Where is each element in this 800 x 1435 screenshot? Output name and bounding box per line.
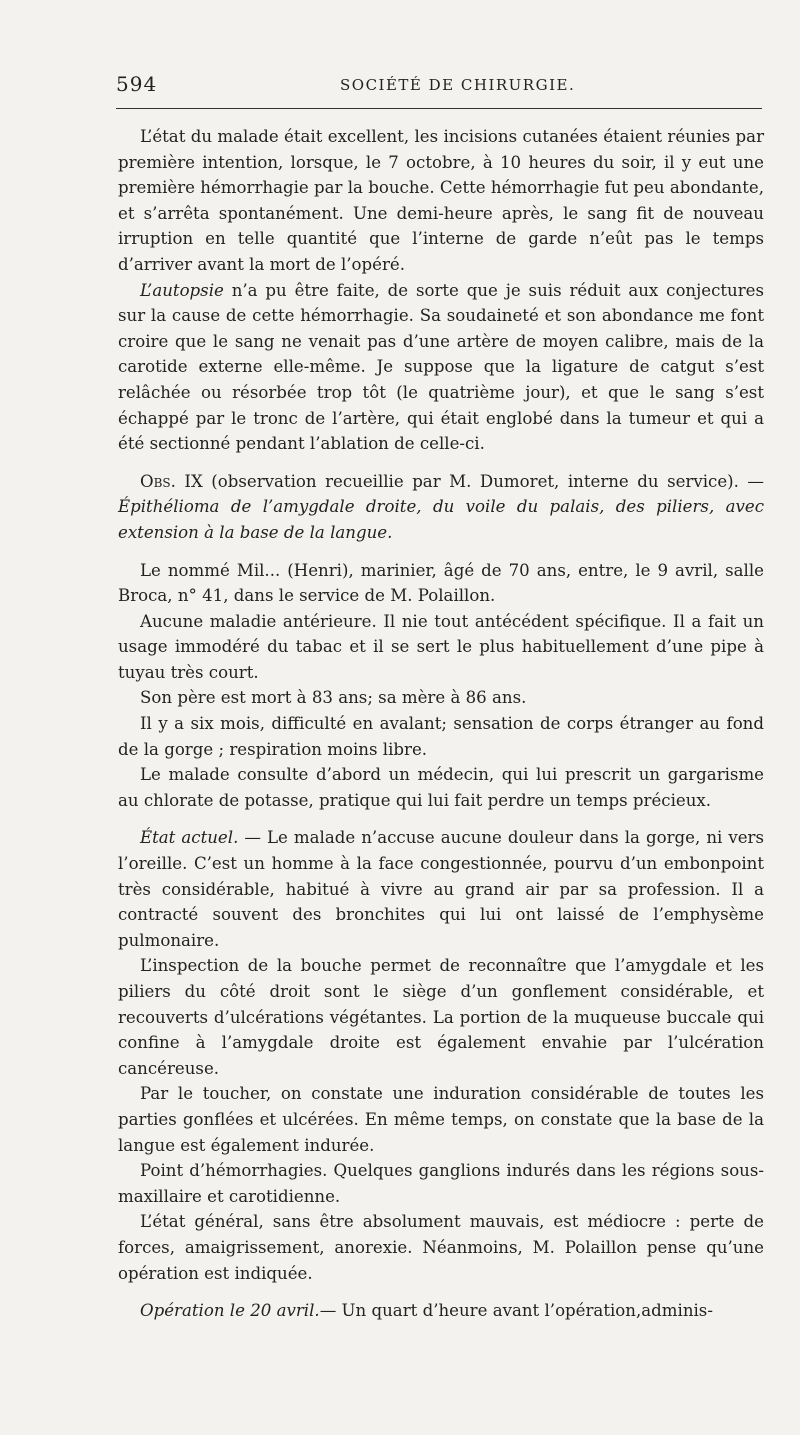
operation-lead: Opération le 20 avril.: [140, 1301, 320, 1321]
paragraph-antecedents: Aucune maladie antérieure. Il nie tout antécédent spécifique. Il a fait un usage immodéré du tabac et il se sert le plus habituellement d’une pipe à tuyau très court.: [118, 611, 764, 682]
obs-label: Obs.: [140, 471, 176, 491]
paragraph-patient: Le nommé Mil... (Henri), marinier, âgé de 70 ans, entre, le 9 avril, salle Broca, n° 41, dans le service de M. Polaillon.: [118, 560, 764, 606]
paragraph-operation: [118, 1298, 764, 1324]
etat-actuel-text: — Le malade n’accuse aucune douleur dans la gorge, ni vers l’oreille. C’est un homme à la face congestionnée, pourvu d’un embonpoint très considérable, habitué à vivre au grand air par sa profession. Il a contracté souvent des bronchites qui lui ont laissé de l’emphysème pulmonaire.: [118, 828, 765, 950]
paragraph-parents: Son père est mort à 83 ans; sa mère à 86 ans.: [140, 688, 527, 708]
paragraph-etat-actuel: [118, 825, 764, 953]
observation-heading: [118, 469, 764, 546]
paragraph-etat-general: L’état général, sans être absolument mauvais, est médiocre : perte de forces, amaigrissement, anorexie. Néanmoins, M. Polaillon pense qu’une opération est indiquée.: [118, 1212, 764, 1283]
paragraph-consult: Le malade consulte d’abord un médecin, qui lui prescrit un gargarisme au chlorate de potasse, pratique qui lui fait perdre un temps précieux.: [118, 765, 764, 810]
header-rule: [116, 108, 762, 109]
paragraph-inspection: L’inspection de la bouche permet de reconnaître que l’amygdale et les piliers du côté droit sont le siège d’un gonflement considérable, et recouverts d’ulcérations végétantes. La portion de la muqueuse buccale qui confine à l’amygdale droite est également envahie par l’ulcération cancéreuse.: [118, 956, 764, 1078]
page-number: 594: [116, 72, 158, 96]
obs-title: Épithélioma de l’amygdale droite, du voile du palais, des piliers, avec extension à la base de la langue.: [118, 497, 764, 542]
paragraph-1: L’état du malade était excellent, les incisions cutanées étaient réunies par première intention, lorsque, le 7 octobre, à 10 heures du soir, il y eut une première hémorrhagie par la bouche. Cette hémorrhagie fut peu abondante, et s’arrêta spontanément. Une demi-heure après, le sang fit de nouveau irruption en telle quantité que l’interne de garde n’eût pas le temps d’arriver avant la mort de l’opéré.: [118, 127, 764, 274]
paragraph-symptoms: Il y a six mois, difficulté en avalant; sensation de corps étranger au fond de la gorge ; respiration moins libre.: [118, 714, 764, 759]
autopsie-lead: L’autopsie: [140, 280, 224, 300]
operation-text: — Un quart d’heure avant l’opération,adminis-: [319, 1301, 713, 1321]
paragraph-toucher: Par le toucher, on constate une induration considérable de toutes les parties gonflées et ulcérées. En même temps, on constate que la base de la langue est également indurée.: [118, 1084, 764, 1155]
paragraph-autopsie: [118, 278, 764, 457]
paragraph-ganglions: Point d’hémorrhagies. Quelques ganglions indurés dans les régions sous-maxillaire et carotidienne.: [118, 1161, 764, 1206]
autopsie-text: n’a pu être faite, de sorte que je suis réduit aux conjectures sur la cause de cette hémorrhagie. Sa soudaineté et son abondance me font croire que le sang ne venait pas d’une artère de moyen calibre, mais de la carotide externe elle-même. Je suppose que la ligature de catgut s’est relâchée ou résorbée trop tôt (le quatrième jour), et que le sang s’est échappé par le tronc de l’artère, qui était englobé dans la tumeur et qui a été sectionné pendant l’ablation de celle-ci.: [118, 280, 764, 454]
body-text: [118, 124, 764, 1324]
running-head: SOCIÉTÉ DE CHIRURGIE.: [340, 76, 576, 94]
obs-intro: IX (observation recueillie par M. Dumoret, interne du service). —: [175, 471, 764, 491]
etat-actuel-lead: État actuel.: [140, 828, 239, 848]
